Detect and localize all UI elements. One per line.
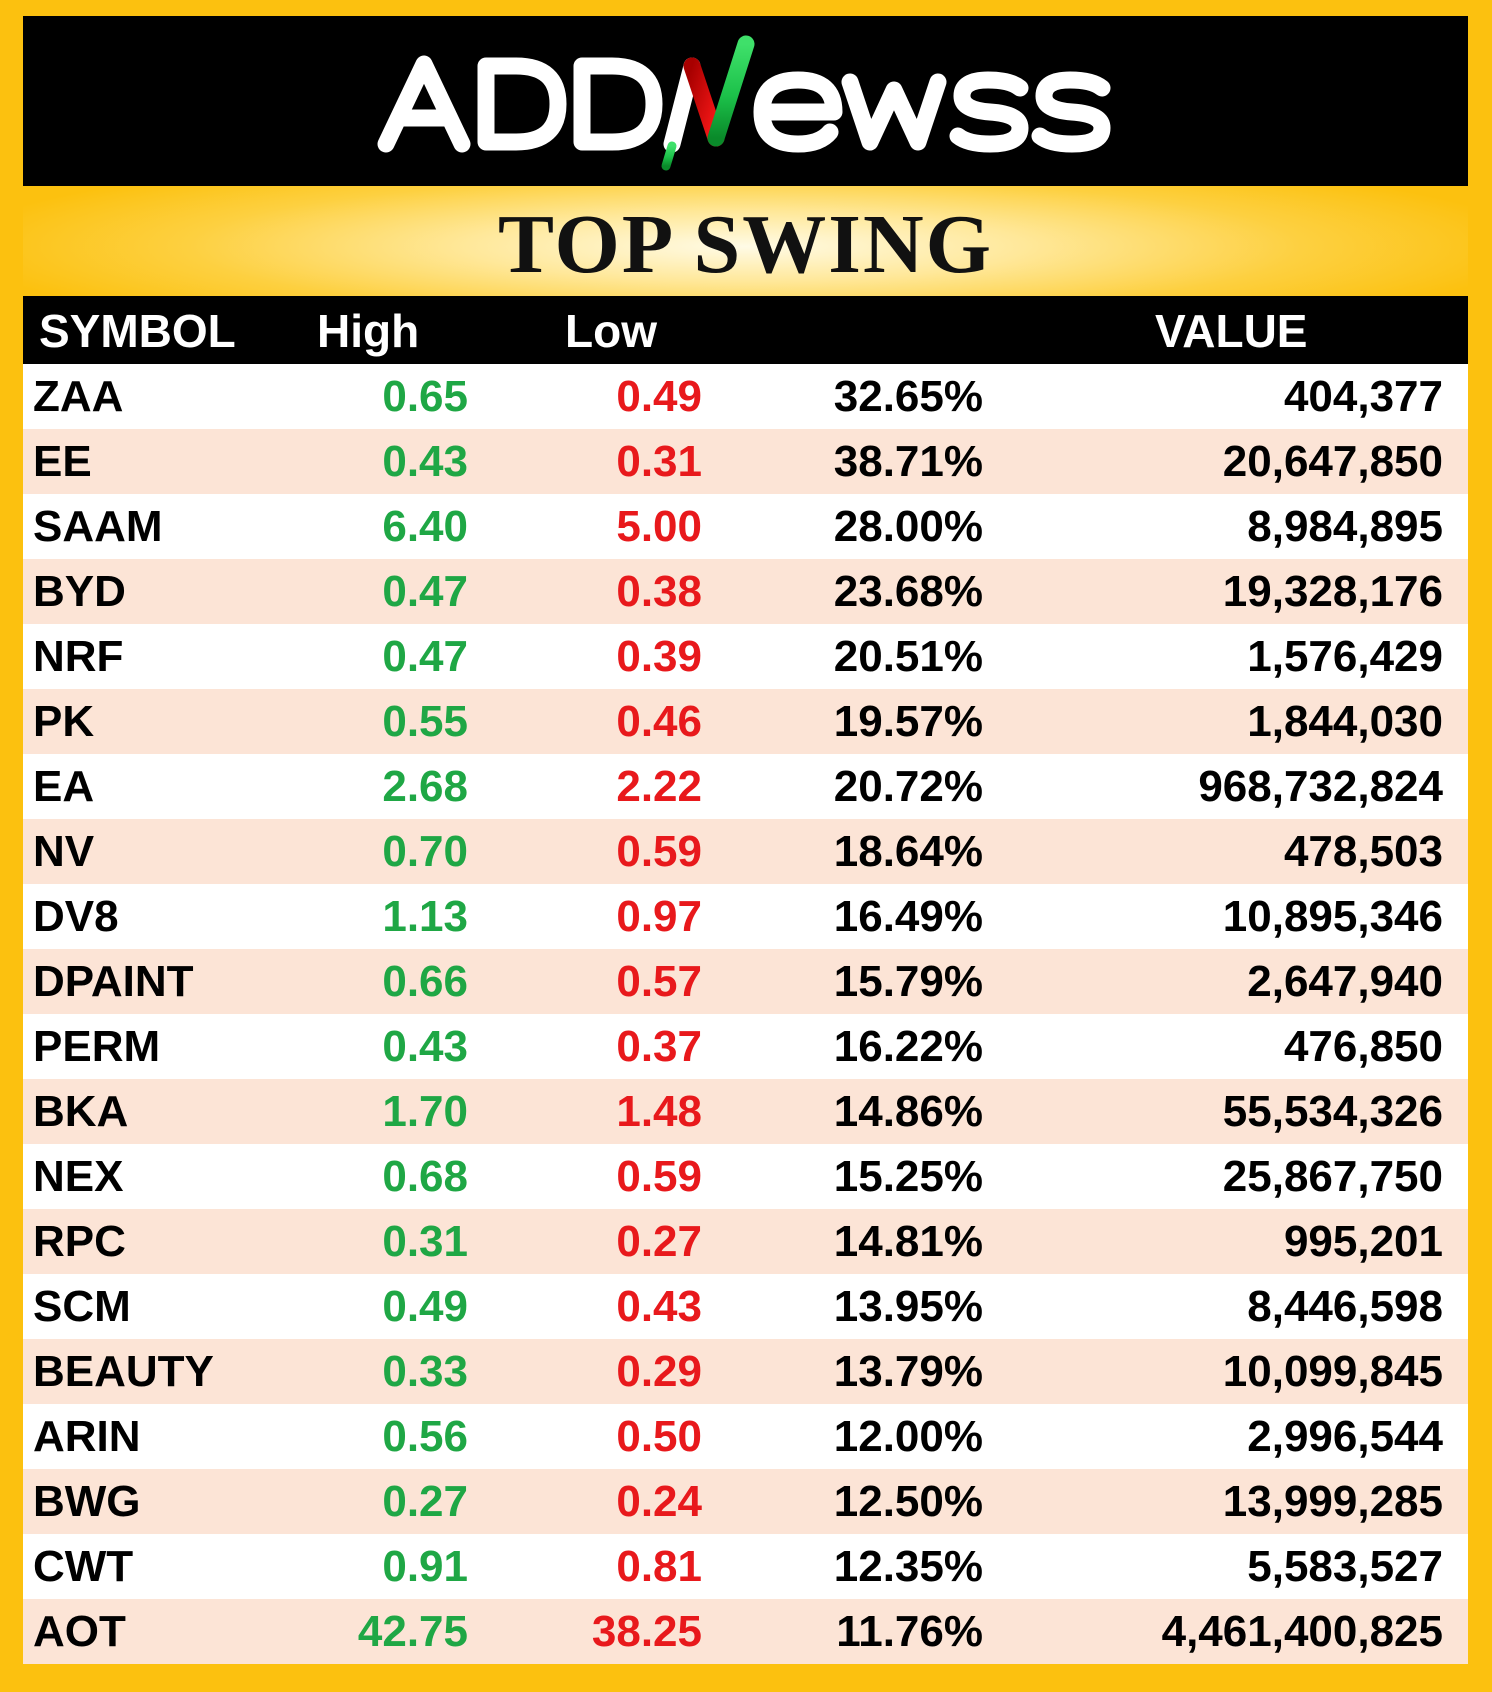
page-title: TOP SWING (498, 198, 993, 291)
cell-high: 42.75 (357, 1607, 468, 1656)
cell-low: 0.59 (616, 827, 702, 876)
cell-value: 10,099,845 (1222, 1347, 1443, 1396)
cell-value: 8,984,895 (1247, 502, 1443, 551)
cell-symbol: EE (33, 437, 92, 486)
cell-symbol: BKA (33, 1087, 129, 1136)
cell-high: 1.13 (382, 892, 468, 941)
cell-value: 10,895,346 (1222, 892, 1443, 941)
table-row (23, 689, 1468, 754)
cell-low: 0.38 (616, 567, 702, 616)
cell-high: 0.31 (382, 1217, 468, 1266)
cell-high: 6.40 (382, 502, 468, 551)
cell-swing-percent: 12.35% (833, 1542, 983, 1591)
cell-swing-percent: 13.79% (833, 1347, 983, 1396)
cell-low: 0.59 (616, 1152, 702, 1201)
cell-symbol: PK (33, 697, 95, 746)
table-row (23, 754, 1468, 819)
cell-value: 476,850 (1283, 1022, 1443, 1071)
cell-value: 1,844,030 (1247, 697, 1443, 746)
table-row (23, 1469, 1468, 1534)
cell-value: 404,377 (1283, 372, 1443, 421)
table-row (23, 624, 1468, 689)
cell-swing-percent: 32.65% (833, 372, 983, 421)
table-body (23, 364, 1468, 1664)
cell-symbol: BEAUTY (33, 1347, 214, 1396)
cell-symbol: DPAINT (33, 957, 194, 1006)
cell-low: 0.50 (616, 1412, 702, 1461)
table-row (23, 949, 1468, 1014)
cell-value: 13,999,285 (1222, 1477, 1443, 1526)
cell-swing-percent: 16.49% (833, 892, 983, 941)
cell-high: 1.70 (382, 1087, 468, 1136)
cell-high: 2.68 (382, 762, 468, 811)
header-value: VALUE (1155, 305, 1308, 357)
cell-low: 0.24 (616, 1477, 702, 1526)
table-row (23, 494, 1468, 559)
cell-value: 20,647,850 (1222, 437, 1443, 486)
cell-symbol: ARIN (33, 1412, 141, 1461)
cell-low: 2.22 (616, 762, 702, 811)
table-row (23, 1144, 1468, 1209)
table-row (23, 429, 1468, 494)
cell-swing-percent: 14.86% (833, 1087, 983, 1136)
cell-value: 968,732,824 (1198, 762, 1443, 811)
table-row (23, 1209, 1468, 1274)
table-row (23, 1339, 1468, 1404)
cell-low: 0.81 (616, 1542, 702, 1591)
cell-swing-percent: 18.64% (833, 827, 983, 876)
table-row (23, 1599, 1468, 1664)
cell-value: 478,503 (1283, 827, 1443, 876)
table-row (23, 1534, 1468, 1599)
header-symbol: SYMBOL (39, 305, 236, 357)
cell-low: 0.27 (616, 1217, 702, 1266)
cell-symbol: CWT (33, 1542, 134, 1591)
cell-swing-percent: 20.51% (833, 632, 983, 681)
cell-high: 0.33 (382, 1347, 468, 1396)
cell-low: 0.31 (616, 437, 702, 486)
cell-high: 0.70 (382, 827, 468, 876)
cell-swing-percent: 15.79% (833, 957, 983, 1006)
cell-symbol: BWG (33, 1477, 141, 1526)
cell-symbol: ZAA (33, 372, 124, 421)
cell-high: 0.27 (382, 1477, 468, 1526)
cell-swing-percent: 20.72% (833, 762, 983, 811)
cell-high: 0.56 (382, 1412, 468, 1461)
cell-value: 2,647,940 (1247, 957, 1443, 1006)
cell-symbol: SCM (33, 1282, 131, 1331)
cell-value: 1,576,429 (1247, 632, 1443, 681)
cell-high: 0.49 (382, 1282, 468, 1331)
cell-low: 1.48 (616, 1087, 702, 1136)
table-header (23, 296, 1468, 364)
table-row (23, 1404, 1468, 1469)
table-row (23, 884, 1468, 949)
cell-value: 995,201 (1283, 1217, 1443, 1266)
cell-swing-percent: 19.57% (833, 697, 983, 746)
cell-low: 5.00 (616, 502, 702, 551)
cell-symbol: BYD (33, 567, 126, 616)
cell-low: 0.97 (616, 892, 702, 941)
cell-high: 0.47 (382, 632, 468, 681)
title-banner (23, 186, 1468, 296)
cell-symbol: AOT (33, 1607, 126, 1656)
cell-high: 0.91 (382, 1542, 468, 1591)
cell-symbol: NRF (33, 632, 124, 681)
cell-symbol: RPC (33, 1217, 126, 1266)
table-row (23, 1079, 1468, 1144)
table-row (23, 364, 1468, 429)
cell-swing-percent: 14.81% (833, 1217, 983, 1266)
cell-swing-percent: 15.25% (833, 1152, 983, 1201)
cell-low: 0.43 (616, 1282, 702, 1331)
cell-low: 0.49 (616, 372, 702, 421)
table-row (23, 1274, 1468, 1339)
cell-symbol: DV8 (33, 892, 119, 941)
top-swing-table (23, 296, 1468, 1664)
cell-value: 8,446,598 (1247, 1282, 1443, 1331)
cell-symbol: EA (33, 762, 95, 811)
cell-high: 0.55 (382, 697, 468, 746)
cell-high: 0.47 (382, 567, 468, 616)
cell-value: 5,583,527 (1247, 1542, 1443, 1591)
cell-swing-percent: 23.68% (833, 567, 983, 616)
cell-high: 0.65 (382, 372, 468, 421)
cell-swing-percent: 38.71% (833, 437, 983, 486)
cell-value: 25,867,750 (1222, 1152, 1443, 1201)
table-row (23, 819, 1468, 884)
cell-symbol: SAAM (33, 502, 163, 551)
cell-low: 0.39 (616, 632, 702, 681)
cell-value: 55,534,326 (1222, 1087, 1443, 1136)
cell-symbol: PERM (33, 1022, 161, 1071)
cell-low: 0.57 (616, 957, 702, 1006)
cell-low: 0.46 (616, 697, 702, 746)
cell-high: 0.68 (382, 1152, 468, 1201)
cell-swing-percent: 12.00% (833, 1412, 983, 1461)
cell-high: 0.43 (382, 437, 468, 486)
cell-swing-percent: 13.95% (833, 1282, 983, 1331)
cell-value: 2,996,544 (1247, 1412, 1443, 1461)
header-high: High (317, 305, 420, 357)
cell-swing-percent: 12.50% (833, 1477, 983, 1526)
header-low: Low (565, 305, 657, 357)
cell-value: 4,461,400,825 (1161, 1607, 1443, 1656)
cell-swing-percent: 11.76% (836, 1607, 983, 1656)
cell-high: 0.66 (382, 957, 468, 1006)
cell-symbol: NV (33, 827, 95, 876)
cell-symbol: NEX (33, 1152, 124, 1201)
cell-value: 19,328,176 (1222, 567, 1443, 616)
cell-high: 0.43 (382, 1022, 468, 1071)
table-row (23, 559, 1468, 624)
table-row (23, 1014, 1468, 1079)
cell-low: 0.29 (616, 1347, 702, 1396)
logo-banner (23, 16, 1468, 186)
addnewss-logo (366, 26, 1126, 176)
cell-swing-percent: 28.00% (833, 502, 983, 551)
cell-low: 0.37 (616, 1022, 702, 1071)
cell-swing-percent: 16.22% (833, 1022, 983, 1071)
cell-low: 38.25 (591, 1607, 702, 1656)
